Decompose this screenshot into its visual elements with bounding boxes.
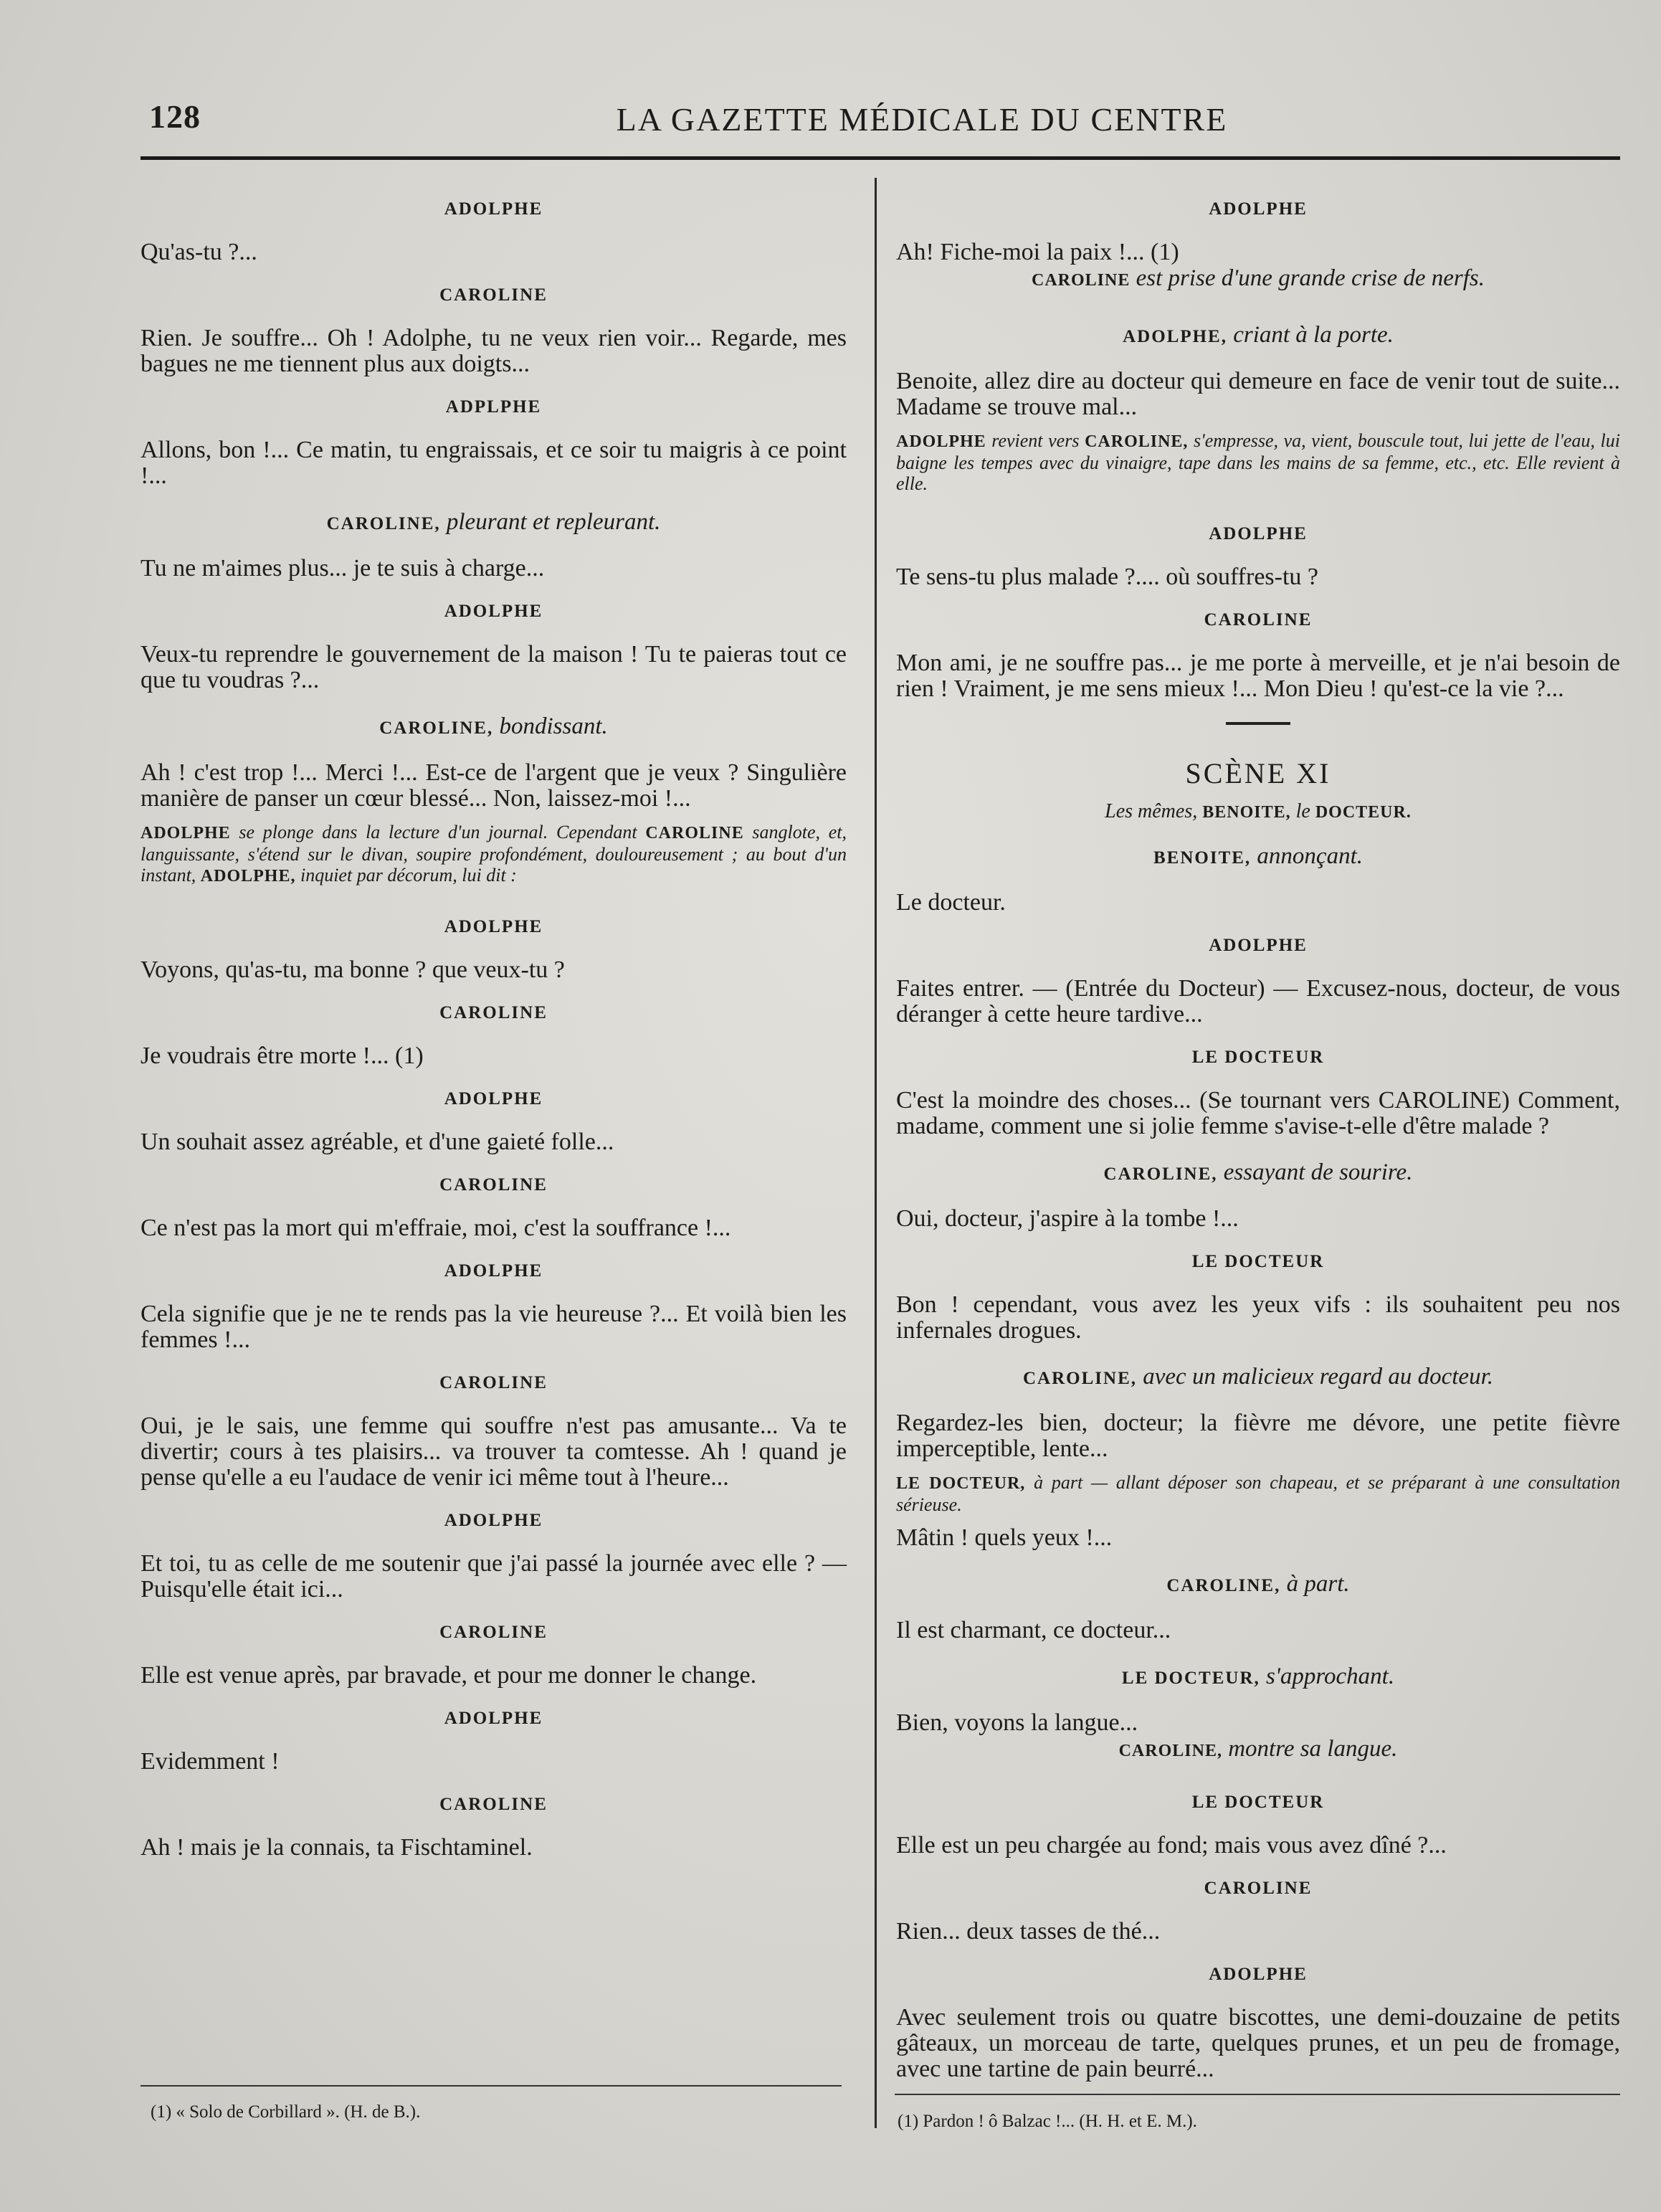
dialogue-line: Ce n'est pas la mort qui m'effraie, moi, c'est la souffrance !... [141, 1215, 731, 1241]
speaker-name: CAROLINE [439, 285, 548, 305]
page-header [141, 95, 1617, 145]
stage-direction-line [896, 265, 1620, 292]
dialogue-line: Regardez-les bien, docteur; la fièvre me dévore, une petite fièvre imperceptible, lente... [896, 1410, 1620, 1462]
dialogue-line: Tu ne m'aimes plus... je te suis à charge... [141, 555, 545, 582]
stage-direction-paragraph [896, 1472, 1620, 1515]
stage-direction-paragraph [141, 822, 847, 887]
dialogue-line: Te sens-tu plus malade ?.... où souffres-tu ? [896, 564, 1319, 590]
speaker-name: CAROLINE, [1023, 1369, 1137, 1388]
stage-direction: annonçant. [1257, 843, 1363, 869]
left-column [141, 179, 847, 1861]
speaker-name: ADOLPHE [444, 199, 543, 219]
speaker-name: ADOLPHE [444, 1709, 543, 1728]
dialogue-line: Il est charmant, ce docteur... [896, 1617, 1171, 1643]
dialogue-line: Oui, je le sais, une femme qui souffre n'est pas amusante... Va te divertir; cours à tes plaisirs... va trouver ta comtesse. Ah ! quand je pense qu'elle a eu l'audace de venir ici même tout à l'heure... [141, 1413, 847, 1491]
dialogue-line: Cela signifie que je ne te rends pas la vie heureuse ?... Et voilà bien les femmes !... [141, 1301, 847, 1353]
dialogue-line: Rien... deux tasses de thé... [896, 1918, 1161, 1945]
character-name: LE DOCTEUR, [896, 1474, 1026, 1493]
speaker-name: ADOLPHE [1209, 936, 1308, 955]
left-footnote-rule [141, 2085, 842, 2087]
speaker-name: CAROLINE [439, 1623, 548, 1642]
dialogue-line: Ah ! mais je la connais, ta Fischtaminel. [141, 1834, 533, 1861]
direction-text: sanglote, et, languissante, s'étend sur le divan, soupire profondément, douloureusement ; au bout d'un instant, [141, 822, 847, 886]
dialogue-line: Faites entrer. — (Entrée du Docteur) — Excusez-nous, docteur, de vous déranger à cette heure tardive... [896, 975, 1620, 1027]
speaker-name: CAROLINE [439, 1795, 548, 1814]
speaker-with-direction [896, 1663, 1620, 1690]
speaker-with-direction [896, 843, 1620, 870]
character-name: BENOITE, [1202, 803, 1291, 822]
speaker-name: CAROLINE, [379, 718, 494, 738]
stage-direction: est prise d'une grande crise de nerfs. [1130, 265, 1485, 291]
character-name: ADOLPHE, [200, 867, 296, 886]
direction-text: se plonge dans la lecture d'un journal. Cependant [230, 822, 646, 842]
stage-direction: s'approchant. [1266, 1663, 1395, 1689]
speaker-name: ADOLPHE [1209, 524, 1308, 543]
left-footnote: (1) « Solo de Corbillard ». (H. de B.). [151, 2102, 421, 2122]
cast-text: le [1290, 800, 1315, 822]
stage-direction: avec un malicieux regard au docteur. [1143, 1364, 1493, 1390]
right-column [896, 179, 1620, 2082]
stage-direction: bondissant. [499, 713, 608, 739]
speaker-with-direction [141, 509, 847, 536]
speaker-name: CAROLINE, [1166, 1576, 1281, 1595]
speaker-name: ADPLPHE [445, 397, 542, 417]
direction-text: à part — allant déposer son chapeau, et se préparant à une consultation sérieuse. [896, 1472, 1620, 1515]
dialogue-line: Evidemment ! [141, 1748, 280, 1775]
dialogue-line: Rien. Je souffre... Oh ! Adolphe, tu ne veux rien voir... Regarde, mes bagues ne me tiennent plus aux doigts... [141, 325, 847, 377]
dialogue-line: Voyons, qu'as-tu, ma bonne ? que veux-tu ? [141, 957, 565, 983]
character-name: CAROLINE [645, 824, 744, 842]
dialogue-line: Je voudrais être morte !... (1) [141, 1043, 424, 1069]
speaker-name: ADOLPHE, [1123, 327, 1227, 346]
stage-direction: à part. [1286, 1571, 1350, 1597]
speaker-name: ADOLPHE [444, 602, 543, 621]
speaker-with-direction [896, 1364, 1620, 1390]
dialogue-line: Elle est un peu chargée au fond; mais vous avez dîné ?... [896, 1832, 1447, 1859]
dialogue-line: Veux-tu reprendre le gouvernement de la maison ! Tu te paieras tout ce que tu voudras ?... [141, 641, 847, 693]
speaker-name: CAROLINE [1204, 610, 1313, 630]
dialogue-line: Qu'as-tu ?... [141, 239, 257, 265]
scene-cast [896, 800, 1620, 823]
stage-direction: criant à la porte. [1233, 322, 1394, 348]
speaker-name: CAROLINE [439, 1175, 548, 1195]
dialogue-line: Bon ! cependant, vous avez les yeux vifs : ils souhaitent peu nos infernales drogues. [896, 1291, 1620, 1344]
dialogue-line: Et toi, tu as celle de me soutenir que j'ai passé la journée avec elle ? — Puisqu'elle était ici... [141, 1550, 847, 1603]
speaker-name: CAROLINE, [326, 514, 441, 533]
dialogue-line: Elle est venue après, par bravade, et pour me donner le change. [141, 1662, 757, 1689]
speaker-with-direction [896, 322, 1620, 348]
stage-direction-paragraph [896, 430, 1620, 494]
character-name: DOCTEUR. [1315, 803, 1412, 822]
speaker-name: CAROLINE [439, 1373, 548, 1392]
direction-text: revient vers [986, 430, 1085, 451]
speaker-name: LE DOCTEUR [1191, 1048, 1325, 1067]
speaker-with-direction [896, 1159, 1620, 1186]
dialogue-line: Bien, voyons la langue... [896, 1709, 1138, 1736]
cast-text: Les mêmes, [1105, 800, 1203, 822]
speaker-name: LE DOCTEUR [1191, 1252, 1325, 1271]
dialogue-line: Ah! Fiche-moi la paix !... (1) [896, 239, 1179, 265]
character-name: CAROLINE [1031, 271, 1131, 290]
stage-direction: essayant de sourire. [1223, 1159, 1413, 1185]
dialogue-line: C'est la moindre des choses... (Se tournant vers CAROLINE) Comment, madame, comment une si jolie femme s'avise-t-elle d'être malade ? [896, 1087, 1620, 1139]
dialogue-line: Mâtin ! quels yeux !... [896, 1524, 1113, 1551]
dialogue-line: Mon ami, je ne souffre pas... je me porte à merveille, et je n'ai besoin de rien ! Vraiment, je me sens mieux !... Mon Dieu ! qu'est-ce la vie ?... [896, 650, 1620, 702]
character-name: ADOLPHE [896, 432, 986, 451]
speaker-name: CAROLINE, [1103, 1164, 1218, 1184]
dialogue-line: Avec seulement trois ou quatre biscottes, une demi-douzaine de petits gâteaux, un morceau de tarte, quelques prunes, et un peu de fromage, avec une tartine de pain beurré... [896, 2004, 1620, 2082]
dialogue-line: Ah ! c'est trop !... Merci !... Est-ce de l'argent que je veux ? Singulière manière de panser un cœur blessé... Non, laissez-moi !... [141, 759, 847, 812]
speaker-name: ADOLPHE [444, 917, 543, 936]
journal-title: LA GAZETTE MÉDICALE DU CENTRE [616, 101, 1228, 138]
scene-title: SCÈNE XI [1185, 757, 1331, 789]
direction-text: s'empresse, va, vient, bouscule tout, lui jette de l'eau, lui baigne les tempes avec du vinaigre, tape dans les mains de sa femme, etc., etc. Elle revient à elle. [896, 430, 1620, 494]
dialogue-line: Benoite, allez dire au docteur qui demeure en face de venir tout de suite... Madame se trouve mal... [896, 368, 1620, 420]
speaker-with-direction [141, 713, 847, 740]
speaker-name: ADOLPHE [444, 1261, 543, 1281]
speaker-name: BENOITE, [1153, 848, 1252, 868]
dialogue-line: Allons, bon !... Ce matin, tu engraissais, et ce soir tu maigris à ce point !... [141, 437, 847, 489]
dialogue-line: Un souhait assez agréable, et d'une gaieté folle... [141, 1129, 614, 1155]
speaker-name: ADOLPHE [1209, 199, 1308, 219]
dialogue-line: Oui, docteur, j'aspire à la tombe !... [896, 1205, 1239, 1232]
stage-direction-line [896, 1736, 1620, 1762]
dialogue-line: Le docteur. [896, 889, 1006, 916]
right-footnote: (1) Pardon ! ô Balzac !... (H. H. et E. M.). [898, 2112, 1197, 2131]
speaker-name: ADOLPHE [444, 1511, 543, 1530]
character-name: ADOLPHE [141, 824, 231, 842]
speaker-name: ADOLPHE [444, 1089, 543, 1109]
right-footnote-rule [895, 2094, 1620, 2095]
speaker-with-direction [896, 1571, 1620, 1598]
speaker-name: CAROLINE [1204, 1879, 1313, 1898]
speaker-name: LE DOCTEUR, [1121, 1669, 1260, 1688]
speaker-name: CAROLINE [439, 1003, 548, 1022]
stage-direction: pleurant et repleurant. [446, 509, 661, 535]
header-rule [141, 156, 1620, 160]
speaker-name: LE DOCTEUR [1191, 1793, 1325, 1812]
stage-direction: montre sa langue. [1222, 1736, 1398, 1762]
column-divider [875, 178, 877, 2128]
character-name: CAROLINE, [1118, 1742, 1222, 1760]
speaker-name: ADOLPHE [1209, 1965, 1308, 1984]
page-number: 128 [149, 98, 201, 135]
character-name: CAROLINE, [1085, 432, 1189, 451]
direction-text: inquiet par décorum, lui dit : [295, 865, 517, 886]
